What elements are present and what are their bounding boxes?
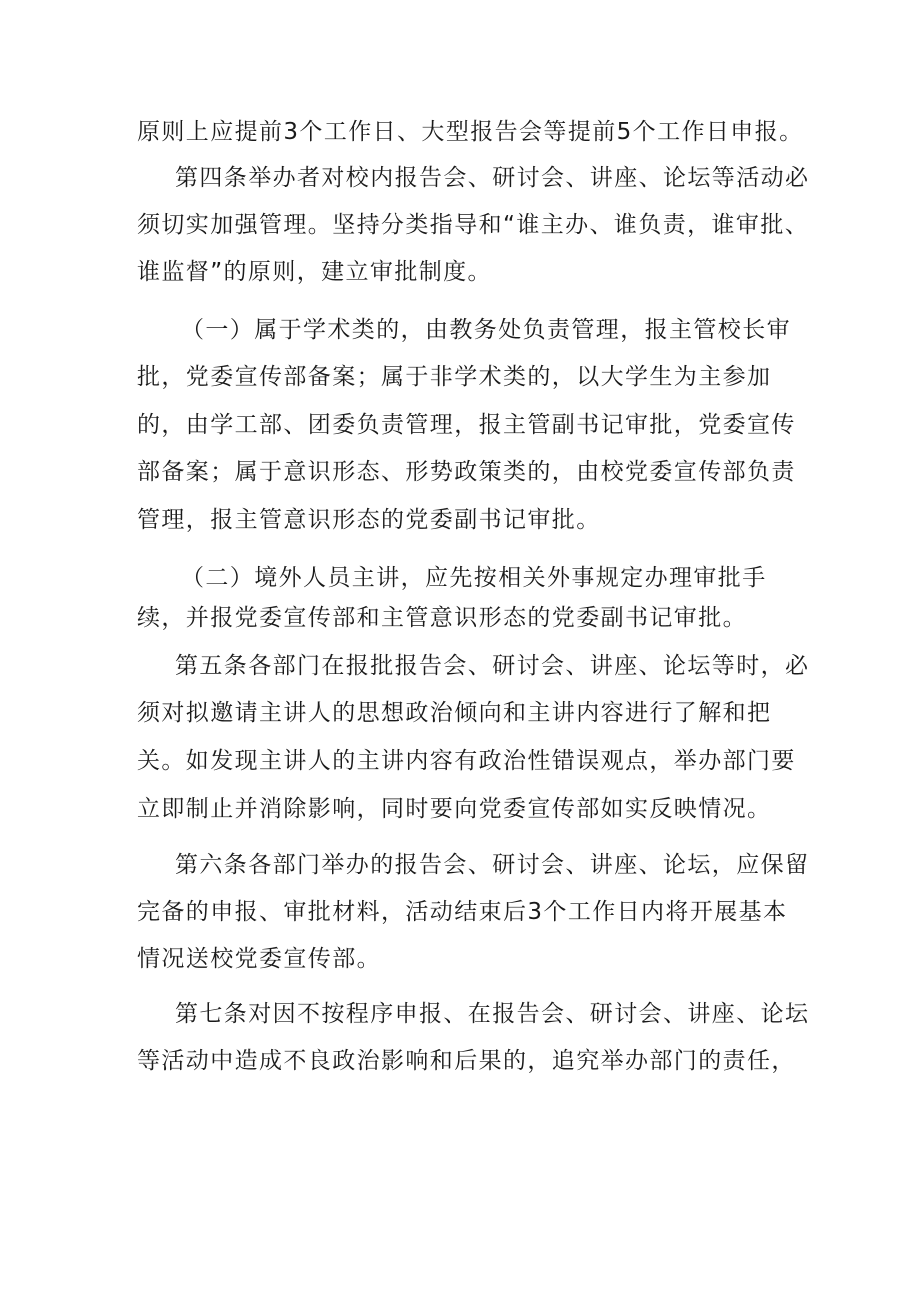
text-line: 谁监督”的原则，建立审批制度。	[137, 259, 492, 285]
text-line: 第七条对因不按程序申报、在报告会、研讨会、讲座、论坛	[175, 1001, 810, 1027]
text-line: （二）境外人员主讲，应先按相关外事规定办理审批手	[181, 565, 767, 591]
text-line: 等活动中造成不良政治影响和后果的，追究举办部门的责任，	[137, 1048, 796, 1074]
text-line: 续，并报党委宣传部和主管意识形态的党委副书记审批。	[137, 605, 747, 631]
text-line: 须切实加强管理。坚持分类指导和“谁主办、谁负责，谁审批、	[137, 212, 810, 238]
text-line: 第四条举办者对校内报告会、研讨会、讲座、论坛等活动必	[175, 165, 810, 191]
text-line: 第五条各部门在报批报告会、研讨会、讲座、论坛等时，必	[175, 653, 810, 679]
text-line: 部备案；属于意识形态、形势政策类的，由校党委宣传部负责	[137, 459, 796, 485]
text-line: 的，由学工部、团委负责管理，报主管副书记审批，党委宣传	[137, 412, 796, 438]
text-line: 管理，报主管意识形态的党委副书记审批。	[137, 507, 601, 533]
text-line: （一）属于学术类的，由教务处负责管理，报主管校长审	[181, 317, 791, 343]
text-line: 立即制止并消除影响，同时要向党委宣传部如实反映情况。	[137, 796, 772, 822]
text-line: 第六条各部门举办的报告会、研讨会、讲座、论坛，应保留	[175, 852, 810, 878]
text-line: 情况送校党委宣传部。	[137, 946, 381, 972]
text-line: 关。如发现主讲人的主讲内容有政治性错误观点，举办部门要	[137, 748, 796, 774]
text-line: 完备的申报、审批材料，活动结束后3个工作日内将开展基本	[137, 899, 788, 925]
text-line: 须对拟邀请主讲人的思想政治倾向和主讲内容进行了解和把	[137, 700, 772, 726]
text-line: 批，党委宣传部备案；属于非学术类的，以大学生为主参加	[137, 364, 772, 390]
text-line: 原则上应提前3个工作日、大型报告会等提前5个工作日申报。	[137, 119, 804, 145]
